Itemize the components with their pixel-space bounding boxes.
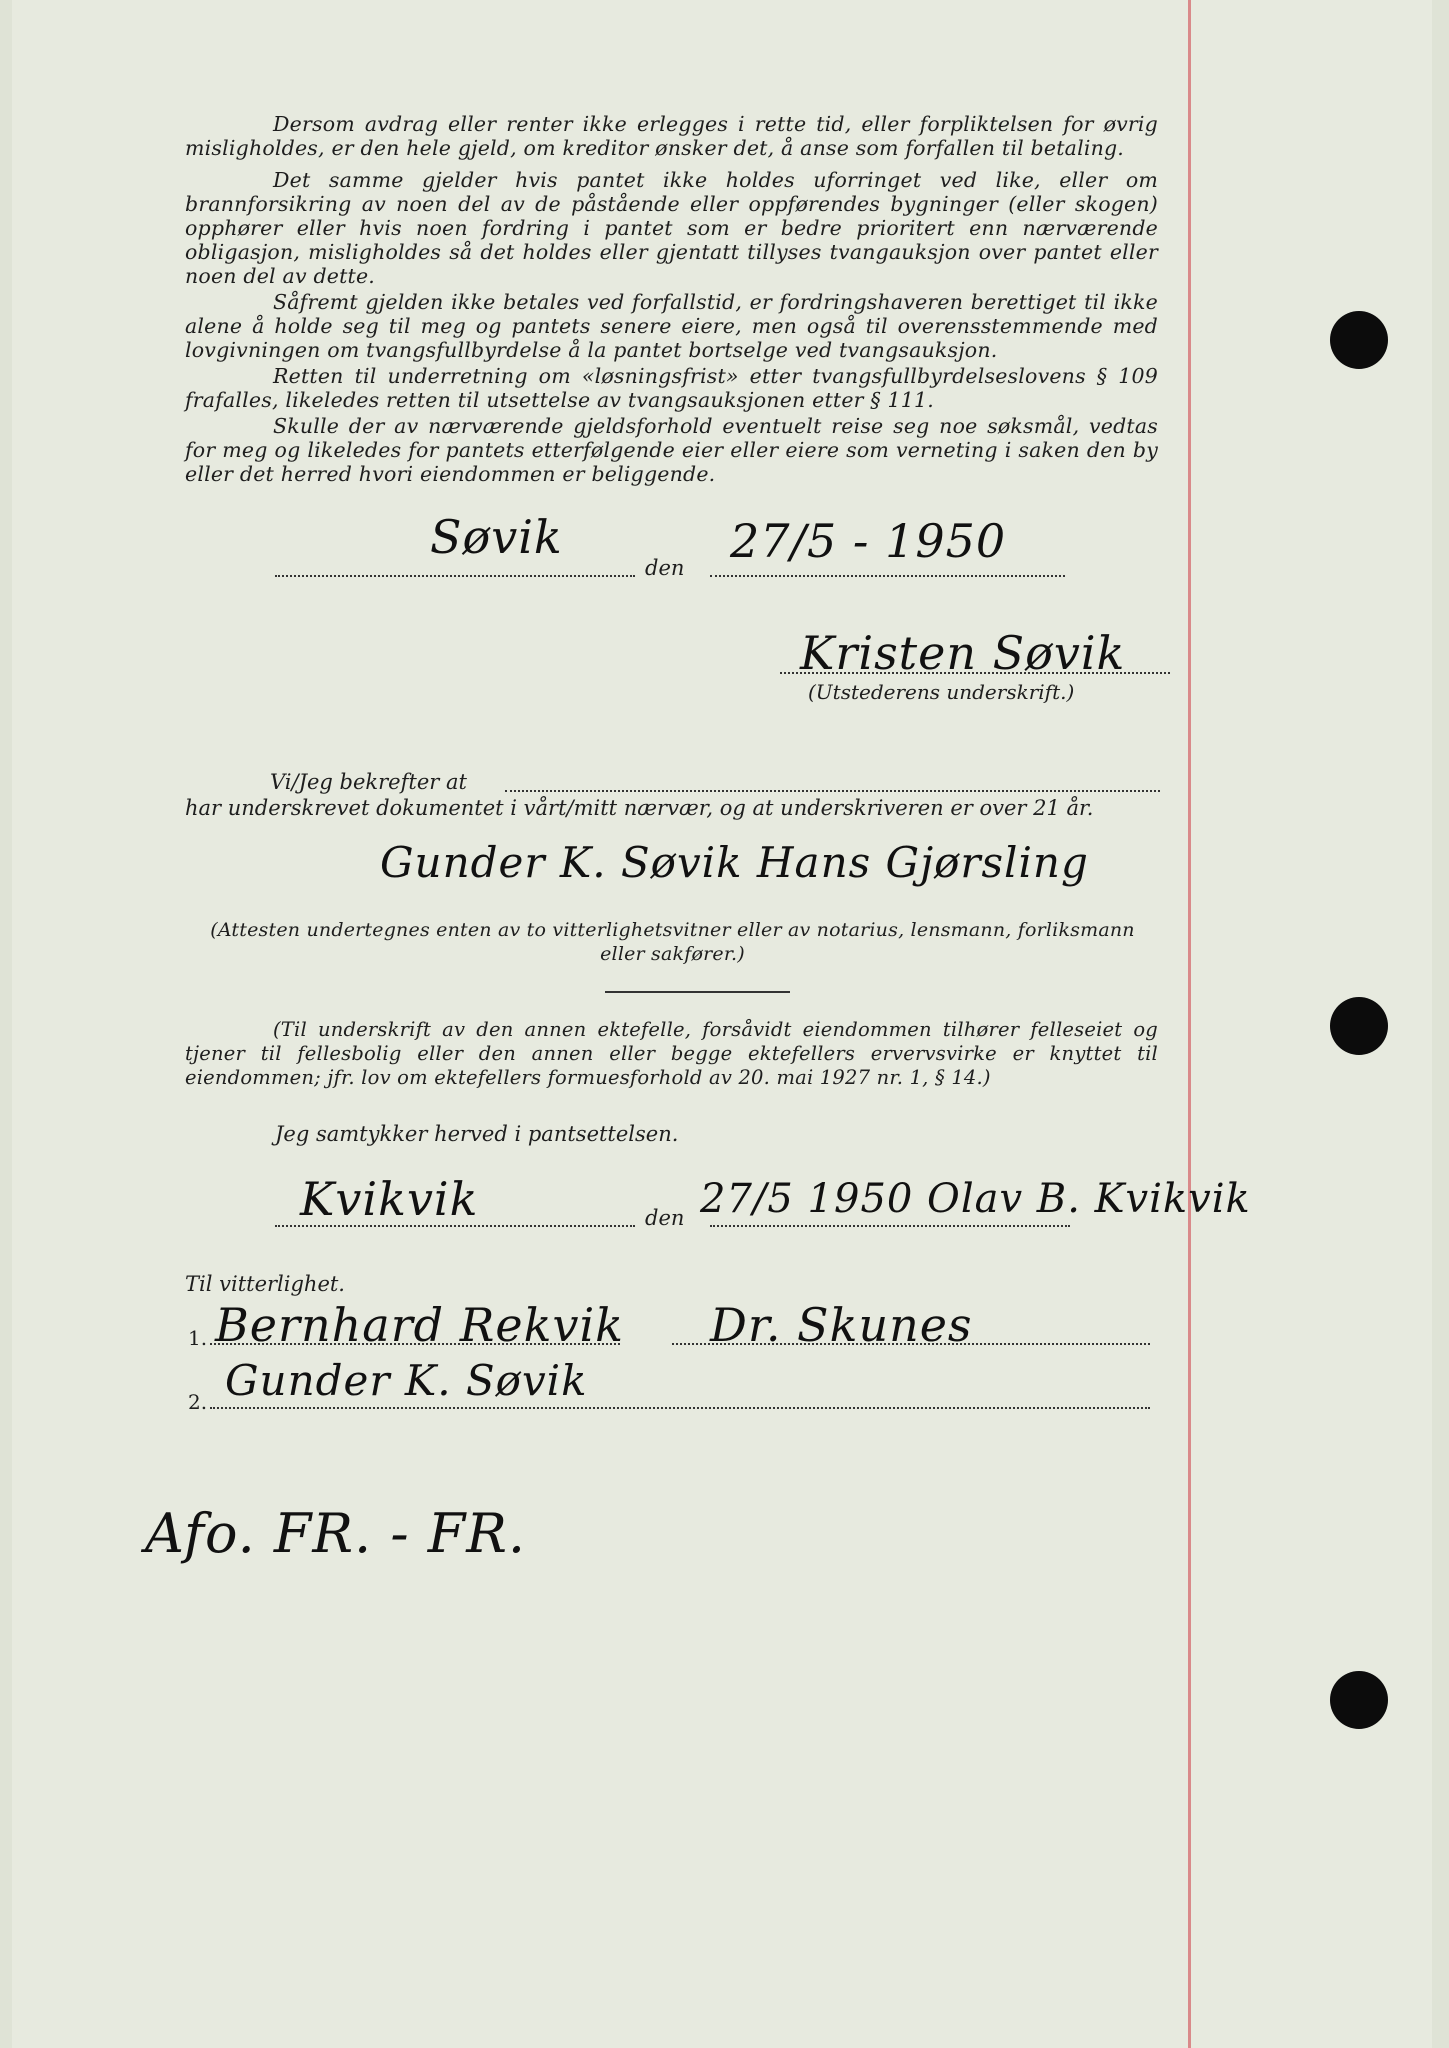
witness-1-signature: Bernhard Rekvik [215,1298,625,1352]
attest-line1: Vi/Jeg bekrefter at [270,770,467,794]
issuer-signature: Kristen Søvik [800,626,1126,680]
spouse-place-line [275,1225,635,1227]
punch-hole-icon [1330,1671,1388,1729]
witness-1-line [210,1343,620,1345]
consent-text: Jeg samtykker herved i pantsettelsen. [275,1122,679,1146]
attest-signatures: Gunder K. Søvik Hans Gjørsling [380,838,1089,887]
clause-enforcement: Såfremt gjelden ikke betales ved forfallstid, er fordringshaveren berettiget til ikke alene å holde seg til meg og pantets senere eiere, men også til overensstemmende med lovgivningen om tvangsfullbyrdelse å la pantet bortselge ved tvangsauksjon. [185,290,1158,362]
witness-2-line [210,1407,1150,1409]
attest-line2: har underskrevet dokumentet i vårt/mitt nærvær, og at underskriveren er over 21 år. [185,796,1094,820]
den-label: den [645,556,685,580]
clause-insurance: Det samme gjelder hvis pantet ikke holdes uforringet ved like, eller om brannforsikring av noen del av de påstående eller oppførendes bygninger (eller skogen) opphører eller hvis noen fordring i pantet som er bedre prioritert enn nærværende obligasjon, misligholdes så det holdes eller gjentatt tillyses tvangauksjon over pantet eller noen del av dette. [185,168,1158,288]
spouse-note: (Til underskrift av den annen ektefelle, forsåvidt eiendommen tilhører felleseiet og tjener til fellesbolig eller den annen eller begge ektefellers ervervsvirke er knyttet til eiendommen; jfr. lov om ektefellers formuesforhold av 20. mai 1927 nr. 1, § 14.) [185,1018,1158,1089]
spouse-date-line [710,1225,1070,1227]
witness-1b-line [672,1343,1150,1345]
witness-2-signature: Gunder K. Søvik [225,1356,588,1405]
signature-caption: (Utstederens underskrift.) [808,680,1075,704]
attest-dotline [505,790,1160,792]
punch-hole-icon [1330,997,1388,1055]
red-margin-line [1188,0,1191,2048]
spouse-den-label: den [645,1206,685,1230]
witness-heading: Til vitterlighet. [185,1272,345,1296]
date-line [710,575,1065,577]
issue-date: 27/5 - 1950 [730,514,1007,568]
witness-number-2: 2. [188,1390,208,1414]
signature-line [780,672,1170,674]
spouse-place: Kvikvik [300,1172,479,1226]
witness-1b-signature: Dr. Skunes [710,1298,973,1352]
issue-place: Søvik [430,510,563,564]
clause-venue: Skulle der av nærværende gjeldsforhold eventuelt reise seg noe søksmål, vedtas for meg og likeledes for pantets etterfølgende eier eller eiere som verneting i saken den by eller det herred hvori eiendommen er beliggende. [185,414,1158,486]
punch-hole-icon [1330,311,1388,369]
clause-notice: Retten til underretning om «løsningsfrist» etter tvangsfullbyrdelseslovens § 109 frafalles, likeledes retten til utsettelse av tvangsauksjonen etter § 111. [185,364,1158,412]
clause-default: Dersom avdrag eller renter ikke erlegges i rette tid, eller forpliktelsen for øvrig misligholdes, er den hele gjeld, om kreditor ønsker det, å anse som forfallen til betaling. [185,112,1158,160]
place-line [275,575,635,577]
witness-number-1: 1. [188,1326,208,1350]
divider [605,991,790,993]
attest-note: (Attesten undertegnes enten av to vitterlighetsvitner eller av notarius, lensmann, forliksmann eller sakfører.) [210,919,1135,965]
bottom-handwritten-note: Afo. FR. - FR. [145,1502,527,1565]
spouse-date-signature: 27/5 1950 Olav B. Kvikvik [700,1176,1251,1222]
